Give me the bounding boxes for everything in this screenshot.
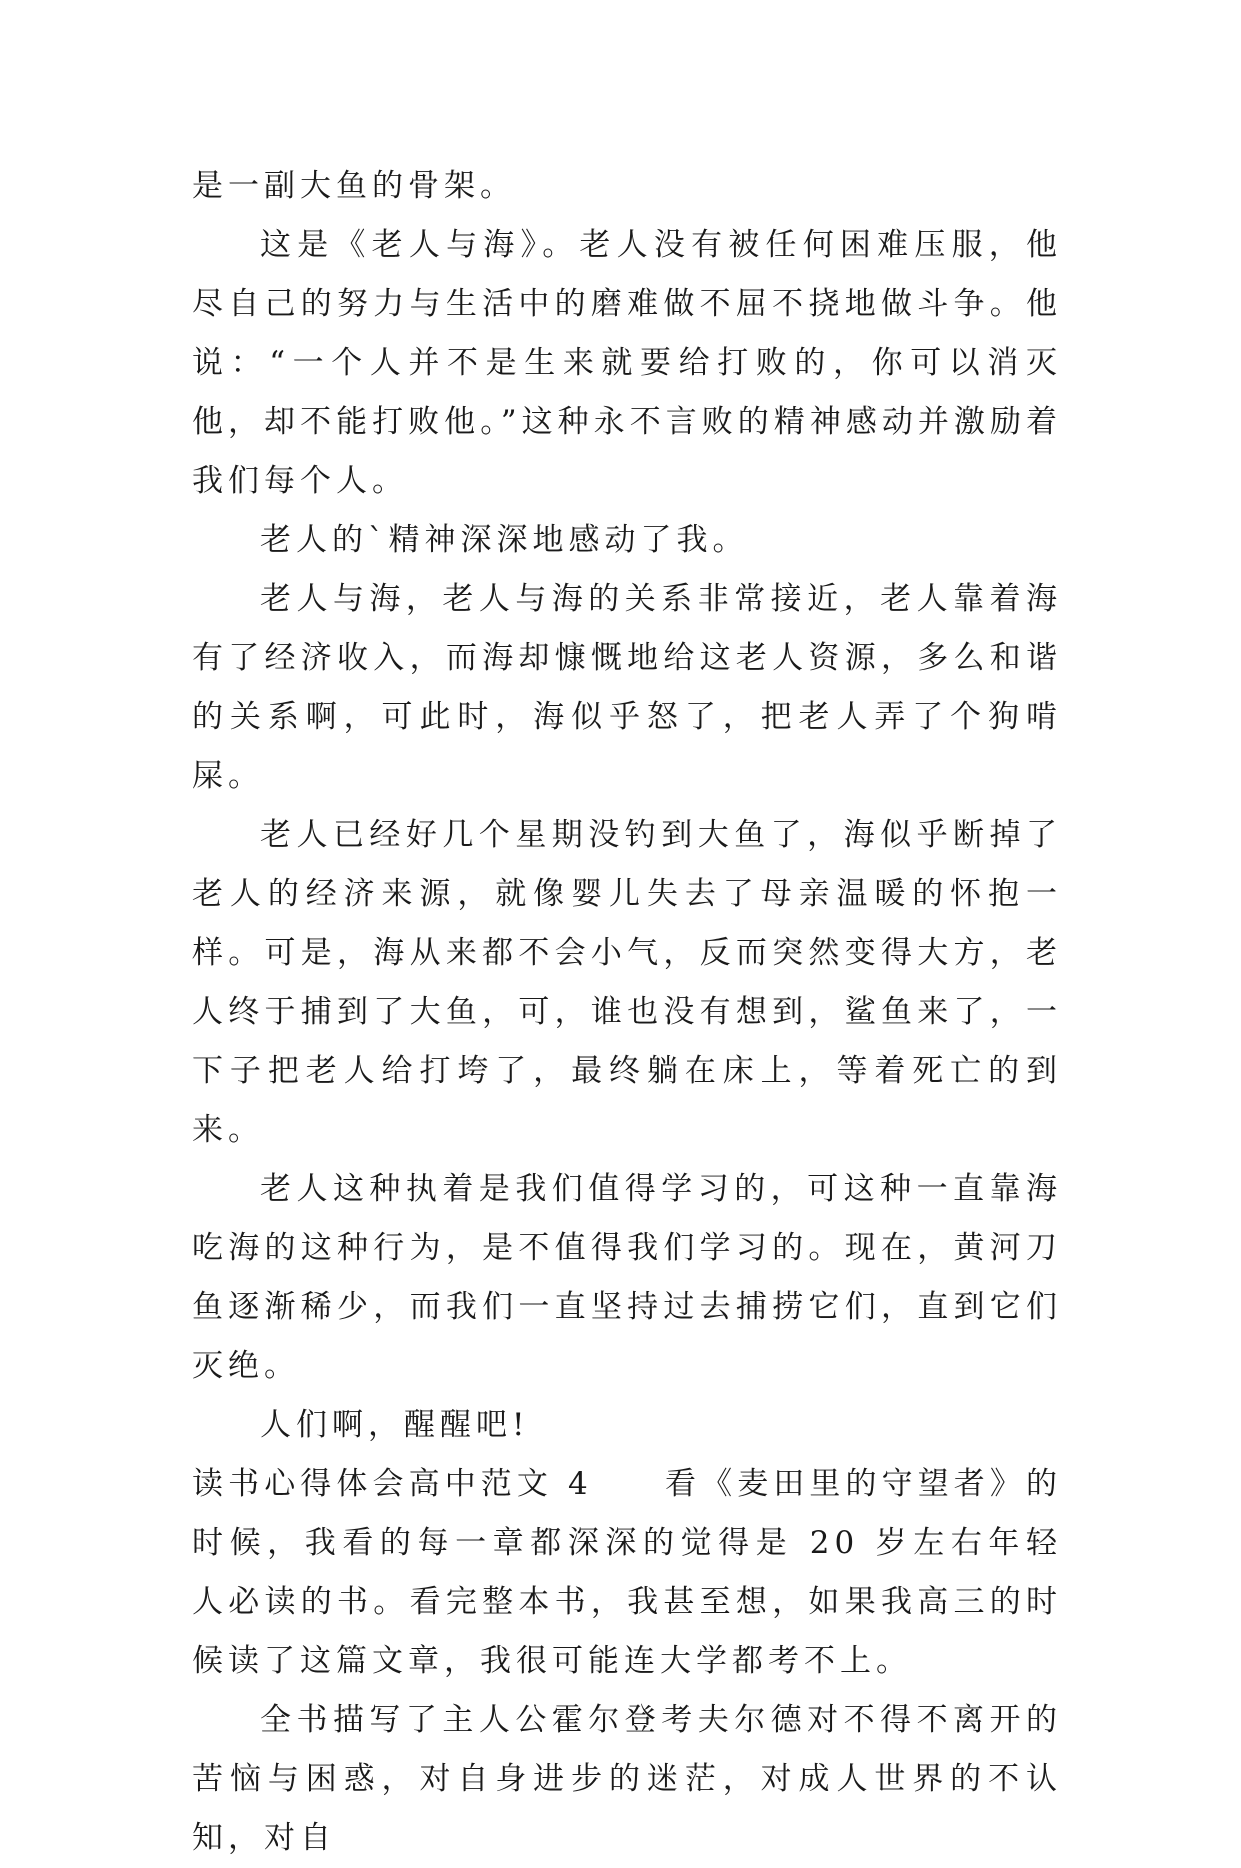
paragraph-2: 这是《老人与海》。老人没有被任何困难压服，他尽自己的努力与生活中的磨难做不屈不挠地做斗争。他说：“一个人并不是生来就要给打败的，你可以消灭他，却不能打败他。”这种永不言败的精神感动并激励着我们每个人。	[192, 227, 1062, 499]
paragraph-4: 老人与海，老人与海的关系非常接近，老人靠着海有了经济收入，而海却慷慨地给这老人资源，多么和谐的关系啊，可此时，海似乎怒了，把老人弄了个狗啃屎。	[192, 581, 1062, 794]
document-body	[192, 157, 1062, 1868]
paragraph-7: 人们啊，醒醒吧!	[260, 1407, 530, 1443]
paragraph-5: 老人已经好几个星期没钓到大鱼了，海似乎断掉了老人的经济来源，就像婴儿失去了母亲温暖的怀抱一样。可是，海从来都不会小气，反而突然变得大方，老人终于捕到了大鱼，可，谁也没有想到，鲨鱼来了，一下子把老人给打垮了，最终躺在床上，等着死亡的到来。	[192, 817, 1062, 1148]
paragraph-8: 读书心得体会高中范文 4 看《麦田里的守望者》的时候，我看的每一章都深深的觉得是 20 岁左右年轻人必读的书。看完整本书，我甚至想，如果我高三的时候读了这篇文章，我很可能连大学都考不上。	[192, 1466, 1062, 1679]
paragraph-6: 老人这种执着是我们值得学习的，可这种一直靠海吃海的这种行为，是不值得我们学习的。现在，黄河刀鱼逐渐稀少，而我们一直坚持过去捕捞它们，直到它们灭绝。	[192, 1171, 1062, 1384]
paragraph-3: 老人的`精神深深地感动了我。	[260, 522, 749, 558]
paragraph-9: 全书描写了主人公霍尔登考夫尔德对不得不离开的苦恼与困惑，对自身进步的迷茫，对成人世界的不认知，对自	[192, 1702, 1062, 1856]
paragraph-1: 是一副大鱼的骨架。	[192, 168, 516, 204]
